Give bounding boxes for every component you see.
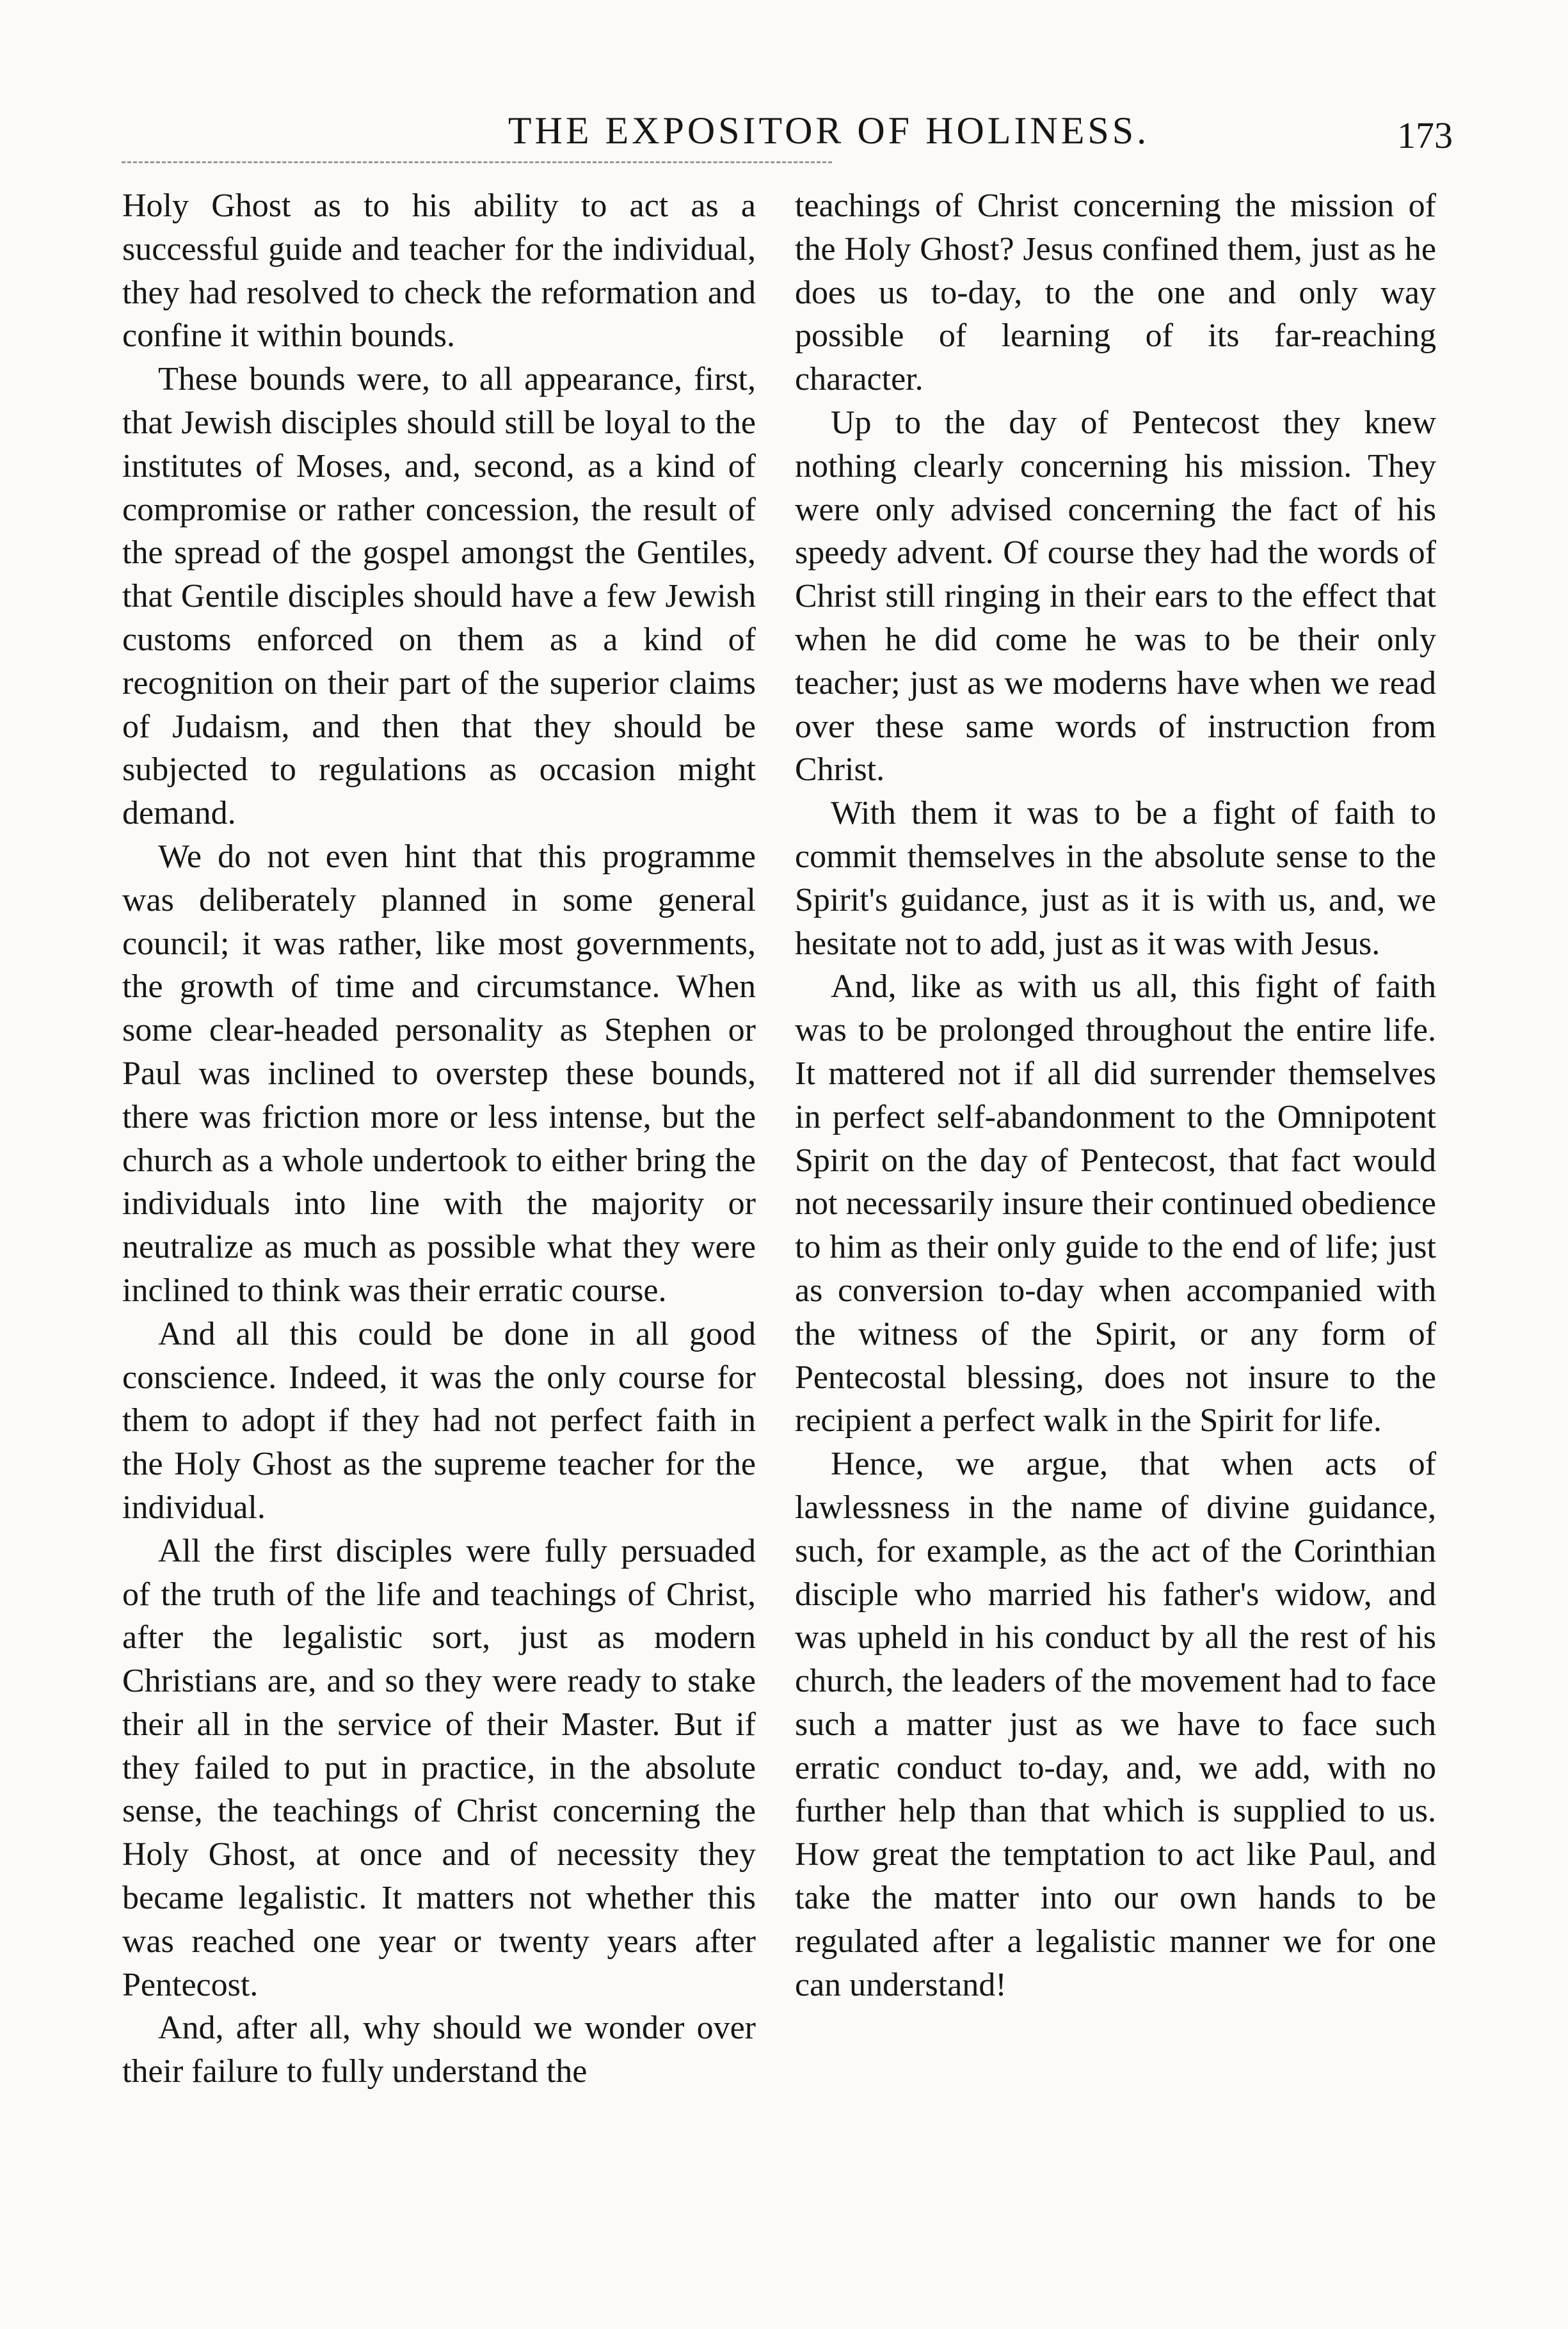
paragraph: And all this could be done in all good conscience. Indeed, it was the only course for them to adopt if they had not perfect faith in the Holy Ghost as the supreme teacher for the individual. — [122, 1315, 756, 1526]
paragraph: And, after all, why should we wonder over their failure to fully understand the — [122, 2010, 756, 2090]
paragraph: Hence, we argue, that when acts of lawlessness in the name of divine guidance, such, for example, as the act of the Corinthian disciple who married his father's widow, and was upheld in his conduct by all the rest of his church, the leaders of the movement had to face such a matter just as we have to face such erratic conduct to-day, and, we add, with no further help than that which is supplied to us. How great the temptation to act like Paul, and take the matter into our own hands to be regulated after a legalistic manner we for one can understand! — [795, 1446, 1436, 2003]
header-rule — [122, 161, 832, 163]
paragraph: teachings of Christ concerning the mission of the Holy Ghost? Jesus confined them, just as he does us to-day, to the one and only way possible of learning of its far-reaching character. — [795, 188, 1436, 398]
paragraph: Up to the day of Pentecost they knew nothing clearly concerning his mission. They were only advised concerning the fact of his speedy advent. Of course they had the words of Christ still ringing in their ears to the effect that when he did come he was to be their only teacher; just as we moderns have when we read over these same words of instruction from Christ. — [795, 404, 1436, 788]
paragraph: Holy Ghost as to his ability to act as a successful guide and teacher for the individual, they had resolved to check the reformation and confine it within bounds. — [122, 188, 756, 355]
paragraph: All the first disciples were fully persuaded of the truth of the life and teachings of Christ, after the legalistic sort, just as modern Christians are, and so they were ready to stake their all in the service of their Master. But if they failed to put in practice, in the absolute sense, the teachings of Christ concerning the Holy Ghost, at once and of necessity they became legalistic. It matters not whether this was reached one year or twenty years after Pentecost. — [122, 1532, 756, 2003]
left-column — [122, 184, 756, 2093]
running-title: THE EXPOSITOR OF HOLINESS. — [508, 109, 1150, 152]
paragraph: These bounds were, to all appearance, first, that Jewish disciples should still be loyal to the institutes of Moses, and, second, as a kind of compromise or rather concession, the result of the spread of the gospel amongst the Gentiles, that Gentile disciples should have a few Jewish customs enforced on them as a kind of recognition on their part of the superior claims of Judaism, and then that they should be subjected to regulations as occasion might demand. — [122, 361, 756, 832]
page-number: 173 — [1397, 115, 1453, 156]
paragraph: We do not even hint that this programme was deliberately planned in some general council; it was rather, like most governments, the growth of time and circumstance. When some clear-headed personality as Stephen or Paul was inclined to overstep these bounds, there was friction more or less intense, but the church as a whole undertook to either bring the individuals into line with the majority or neutralize as much as possible what they were inclined to think was their erratic course. — [122, 838, 756, 1309]
paragraph: And, like as with us all, this fight of faith was to be prolonged throughout the entire life. It mattered not if all did surrender themselves in perfect self-abandonment to the Omnipotent Spirit on the day of Pentecost, that fact would not necessarily insure their continued obedience to him as their only guide to the end of life; just as conversion to-day when accompanied with the witness of the Spirit, or any form of Pentecostal blessing, does not insure to the recipient a perfect walk in the Spirit for life. — [795, 968, 1436, 1439]
right-column — [795, 184, 1436, 2006]
page-header — [122, 109, 1459, 166]
paragraph: With them it was to be a fight of faith to commit themselves in the absolute sense to the Spirit's guidance, just as it is with us, and, we hesitate not to add, just as it was with Jesus. — [795, 795, 1436, 962]
